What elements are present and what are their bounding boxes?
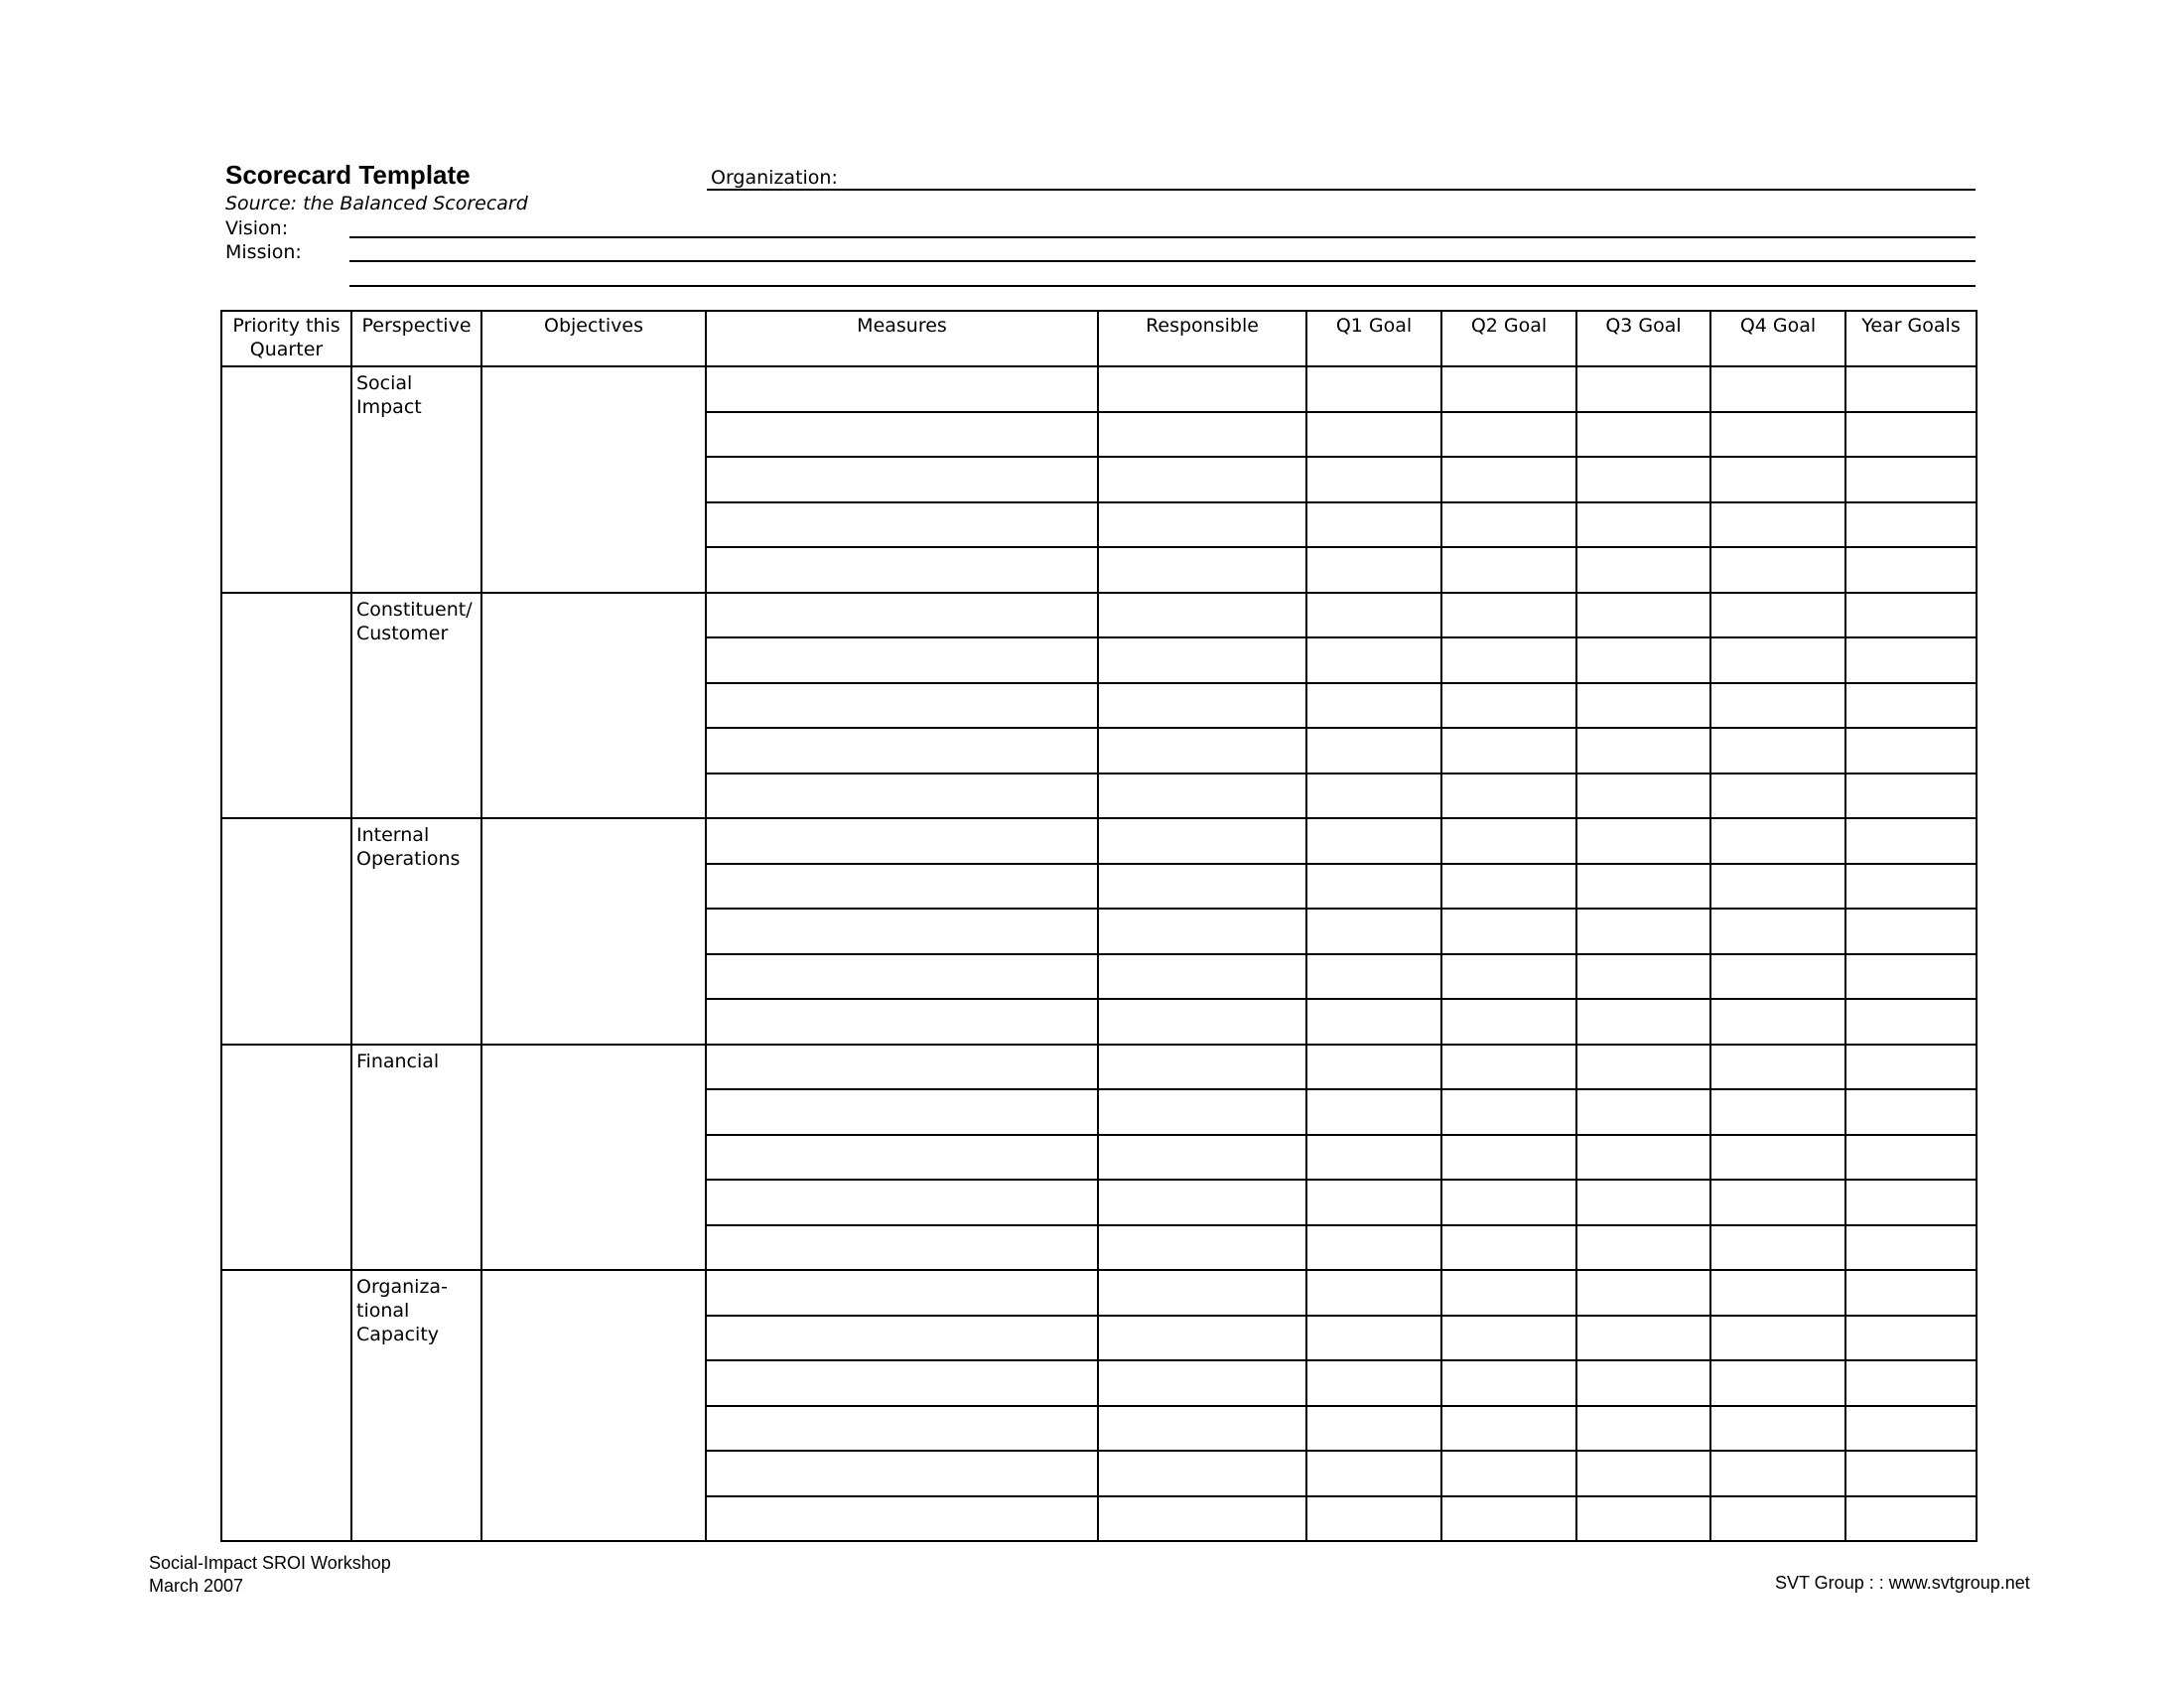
q4-goal-cell[interactable] — [1710, 1406, 1845, 1452]
responsible-cell[interactable] — [1098, 502, 1306, 548]
q2-goal-cell[interactable] — [1441, 637, 1576, 683]
q2-goal-cell[interactable] — [1441, 1451, 1576, 1496]
q3-goal-cell[interactable] — [1576, 864, 1710, 910]
q3-goal-cell[interactable] — [1576, 457, 1710, 502]
mission-line[interactable] — [349, 260, 1976, 262]
header-row — [221, 311, 1977, 366]
organization-label: Organization: — [711, 167, 838, 189]
year-goals-cell[interactable] — [1845, 818, 1977, 864]
q4-goal-cell[interactable] — [1710, 864, 1845, 910]
responsible-cell[interactable] — [1098, 1406, 1306, 1452]
responsible-cell[interactable] — [1098, 366, 1306, 412]
q4-goal-cell[interactable] — [1710, 593, 1845, 638]
q3-goal-cell[interactable] — [1576, 1360, 1710, 1406]
measures-cell[interactable] — [706, 412, 1098, 458]
q3-goal-cell[interactable] — [1576, 1270, 1710, 1316]
priority-cell[interactable] — [221, 366, 351, 593]
year-goals-cell[interactable] — [1845, 774, 1977, 819]
perspective-cell — [351, 593, 481, 819]
q4-goal-cell[interactable] — [1710, 1180, 1845, 1225]
responsible-cell[interactable] — [1098, 1180, 1306, 1225]
year-goals-cell[interactable] — [1845, 999, 1977, 1045]
q1-goal-cell[interactable] — [1306, 1089, 1441, 1135]
measures-cell[interactable] — [706, 1360, 1098, 1406]
year-goals-cell[interactable] — [1845, 593, 1977, 638]
q1-goal-cell[interactable] — [1306, 999, 1441, 1045]
table-row — [221, 366, 1977, 412]
q3-goal-cell[interactable] — [1576, 1316, 1710, 1361]
table-row — [221, 818, 1977, 864]
year-goals-cell[interactable] — [1845, 502, 1977, 548]
mission-label: Mission: — [225, 241, 302, 263]
perspective-label: Constituent/ Customer — [356, 598, 473, 644]
year-goals-cell[interactable] — [1845, 728, 1977, 774]
q1-goal-cell[interactable] — [1306, 954, 1441, 1000]
measures-cell[interactable] — [706, 1089, 1098, 1135]
mission-line-2[interactable] — [349, 285, 1976, 287]
vision-line[interactable] — [349, 236, 1976, 238]
year-goals-cell[interactable] — [1845, 1089, 1977, 1135]
year-goals-cell[interactable] — [1845, 954, 1977, 1000]
table-row — [221, 1270, 1977, 1316]
year-goals-cell[interactable] — [1845, 366, 1977, 412]
q3-goal-cell[interactable] — [1576, 774, 1710, 819]
q2-goal-cell[interactable] — [1441, 1180, 1576, 1225]
q1-goal-cell[interactable] — [1306, 728, 1441, 774]
perspective-label: Social Impact — [356, 372, 422, 418]
q3-goal-cell[interactable] — [1576, 999, 1710, 1045]
responsible-cell[interactable] — [1098, 637, 1306, 683]
responsible-cell[interactable] — [1098, 1496, 1306, 1542]
col-header-q2-goal: Q2 Goal — [1441, 311, 1576, 366]
q1-goal-cell[interactable] — [1306, 1270, 1441, 1316]
source-note: Source: the Balanced Scorecard — [225, 193, 528, 214]
year-goals-cell[interactable] — [1845, 1406, 1977, 1452]
measures-cell[interactable] — [706, 909, 1098, 954]
footer-date: March 2007 — [149, 1576, 244, 1596]
q4-goal-cell[interactable] — [1710, 637, 1845, 683]
q3-goal-cell[interactable] — [1576, 1496, 1710, 1542]
q3-goal-cell[interactable] — [1576, 683, 1710, 729]
q3-goal-cell[interactable] — [1576, 1451, 1710, 1496]
objectives-cell[interactable] — [481, 1045, 706, 1271]
q1-goal-cell[interactable] — [1306, 1451, 1441, 1496]
measures-cell[interactable] — [706, 683, 1098, 729]
organization-line[interactable] — [707, 189, 1976, 191]
measures-cell[interactable] — [706, 818, 1098, 864]
q1-goal-cell[interactable] — [1306, 412, 1441, 458]
footer-right: SVT Group : : www.svtgroup.net — [1775, 1573, 2030, 1593]
page-title: Scorecard Template — [225, 160, 471, 190]
q4-goal-cell[interactable] — [1710, 366, 1845, 412]
responsible-cell[interactable] — [1098, 1451, 1306, 1496]
q2-goal-cell[interactable] — [1441, 1270, 1576, 1316]
q4-goal-cell[interactable] — [1710, 909, 1845, 954]
q2-goal-cell[interactable] — [1441, 593, 1576, 638]
responsible-cell[interactable] — [1098, 1225, 1306, 1271]
q1-goal-cell[interactable] — [1306, 457, 1441, 502]
q3-goal-cell[interactable] — [1576, 1089, 1710, 1135]
year-goals-cell[interactable] — [1845, 1496, 1977, 1542]
measures-cell[interactable] — [706, 366, 1098, 412]
q4-goal-cell[interactable] — [1710, 1135, 1845, 1181]
q2-goal-cell[interactable] — [1441, 909, 1576, 954]
q3-goal-cell[interactable] — [1576, 1135, 1710, 1181]
measures-cell[interactable] — [706, 728, 1098, 774]
q2-goal-cell[interactable] — [1441, 457, 1576, 502]
table-row — [221, 1045, 1977, 1090]
q3-goal-cell[interactable] — [1576, 954, 1710, 1000]
q3-goal-cell[interactable] — [1576, 412, 1710, 458]
col-header-perspective: Perspective — [351, 311, 481, 366]
q1-goal-cell[interactable] — [1306, 593, 1441, 638]
q1-goal-cell[interactable] — [1306, 864, 1441, 910]
measures-cell[interactable] — [706, 1225, 1098, 1271]
q4-goal-cell[interactable] — [1710, 1225, 1845, 1271]
year-goals-cell[interactable] — [1845, 1180, 1977, 1225]
q2-goal-cell[interactable] — [1441, 1089, 1576, 1135]
measures-cell[interactable] — [706, 1451, 1098, 1496]
q4-goal-cell[interactable] — [1710, 547, 1845, 593]
measures-cell[interactable] — [706, 593, 1098, 638]
year-goals-cell[interactable] — [1845, 547, 1977, 593]
col-header-objectives: Objectives — [481, 311, 706, 366]
q4-goal-cell[interactable] — [1710, 728, 1845, 774]
measures-cell[interactable] — [706, 1135, 1098, 1181]
objectives-cell[interactable] — [481, 593, 706, 819]
year-goals-cell[interactable] — [1845, 683, 1977, 729]
col-header-q1-goal: Q1 Goal — [1306, 311, 1441, 366]
responsible-cell[interactable] — [1098, 547, 1306, 593]
responsible-cell[interactable] — [1098, 1135, 1306, 1181]
year-goals-cell[interactable] — [1845, 1270, 1977, 1316]
q2-goal-cell[interactable] — [1441, 683, 1576, 729]
perspective-cell — [351, 1270, 481, 1541]
year-goals-cell[interactable] — [1845, 1451, 1977, 1496]
measures-cell[interactable] — [706, 547, 1098, 593]
q1-goal-cell[interactable] — [1306, 683, 1441, 729]
measures-cell[interactable] — [706, 1270, 1098, 1316]
q3-goal-cell[interactable] — [1576, 1180, 1710, 1225]
q3-goal-cell[interactable] — [1576, 728, 1710, 774]
measures-cell[interactable] — [706, 637, 1098, 683]
year-goals-cell[interactable] — [1845, 1225, 1977, 1271]
perspective-cell — [351, 1045, 481, 1271]
q3-goal-cell[interactable] — [1576, 818, 1710, 864]
measures-cell[interactable] — [706, 502, 1098, 548]
responsible-cell[interactable] — [1098, 593, 1306, 638]
q1-goal-cell[interactable] — [1306, 1045, 1441, 1090]
table-row — [221, 593, 1977, 638]
year-goals-cell[interactable] — [1845, 1045, 1977, 1090]
q1-goal-cell[interactable] — [1306, 774, 1441, 819]
responsible-cell[interactable] — [1098, 412, 1306, 458]
q2-goal-cell[interactable] — [1441, 1496, 1576, 1542]
q1-goal-cell[interactable] — [1306, 1225, 1441, 1271]
col-header-measures: Measures — [706, 311, 1098, 366]
measures-cell[interactable] — [706, 1180, 1098, 1225]
q1-goal-cell[interactable] — [1306, 366, 1441, 412]
q1-goal-cell[interactable] — [1306, 1180, 1441, 1225]
q4-goal-cell[interactable] — [1710, 774, 1845, 819]
responsible-cell[interactable] — [1098, 1316, 1306, 1361]
q1-goal-cell[interactable] — [1306, 637, 1441, 683]
measures-cell[interactable] — [706, 1045, 1098, 1090]
year-goals-cell[interactable] — [1845, 1135, 1977, 1181]
perspective-cell — [351, 818, 481, 1045]
measures-cell[interactable] — [706, 457, 1098, 502]
responsible-cell[interactable] — [1098, 774, 1306, 819]
responsible-cell[interactable] — [1098, 728, 1306, 774]
q4-goal-cell[interactable] — [1710, 1270, 1845, 1316]
q4-goal-cell[interactable] — [1710, 683, 1845, 729]
objectives-cell[interactable] — [481, 366, 706, 593]
q3-goal-cell[interactable] — [1576, 909, 1710, 954]
measures-cell[interactable] — [706, 1496, 1098, 1542]
perspective-label: Organiza- tional Capacity — [356, 1276, 448, 1345]
q1-goal-cell[interactable] — [1306, 547, 1441, 593]
q3-goal-cell[interactable] — [1576, 547, 1710, 593]
measures-cell[interactable] — [706, 954, 1098, 1000]
responsible-cell[interactable] — [1098, 1360, 1306, 1406]
q4-goal-cell[interactable] — [1710, 999, 1845, 1045]
col-header-year-goals: Year Goals — [1845, 311, 1977, 366]
perspective-label: Financial — [356, 1050, 440, 1072]
q2-goal-cell[interactable] — [1441, 1135, 1576, 1181]
measures-cell[interactable] — [706, 999, 1098, 1045]
year-goals-cell[interactable] — [1845, 457, 1977, 502]
q2-goal-cell[interactable] — [1441, 774, 1576, 819]
q3-goal-cell[interactable] — [1576, 1225, 1710, 1271]
measures-cell[interactable] — [706, 864, 1098, 910]
responsible-cell[interactable] — [1098, 1270, 1306, 1316]
responsible-cell[interactable] — [1098, 818, 1306, 864]
objectives-cell[interactable] — [481, 818, 706, 1045]
q2-goal-cell[interactable] — [1441, 818, 1576, 864]
q2-goal-cell[interactable] — [1441, 412, 1576, 458]
q2-goal-cell[interactable] — [1441, 366, 1576, 412]
col-header-responsible: Responsible — [1098, 311, 1306, 366]
col-header-priority: Priority this Quarter — [221, 311, 351, 366]
perspective-cell — [351, 366, 481, 593]
q2-goal-cell[interactable] — [1441, 1225, 1576, 1271]
q4-goal-cell[interactable] — [1710, 1360, 1845, 1406]
objectives-cell[interactable] — [481, 1270, 706, 1541]
responsible-cell[interactable] — [1098, 999, 1306, 1045]
footer-workshop: Social-Impact SROI Workshop — [149, 1553, 391, 1573]
q1-goal-cell[interactable] — [1306, 1406, 1441, 1452]
col-header-q4-goal: Q4 Goal — [1710, 311, 1845, 366]
q3-goal-cell[interactable] — [1576, 502, 1710, 548]
responsible-cell[interactable] — [1098, 683, 1306, 729]
responsible-cell[interactable] — [1098, 457, 1306, 502]
q3-goal-cell[interactable] — [1576, 637, 1710, 683]
q1-goal-cell[interactable] — [1306, 1496, 1441, 1542]
q1-goal-cell[interactable] — [1306, 909, 1441, 954]
measures-cell[interactable] — [706, 774, 1098, 819]
q2-goal-cell[interactable] — [1441, 728, 1576, 774]
year-goals-cell[interactable] — [1845, 864, 1977, 910]
measures-cell[interactable] — [706, 1316, 1098, 1361]
q4-goal-cell[interactable] — [1710, 457, 1845, 502]
q2-goal-cell[interactable] — [1441, 954, 1576, 1000]
q1-goal-cell[interactable] — [1306, 1135, 1441, 1181]
year-goals-cell[interactable] — [1845, 412, 1977, 458]
priority-cell[interactable] — [221, 593, 351, 819]
year-goals-cell[interactable] — [1845, 1316, 1977, 1361]
year-goals-cell[interactable] — [1845, 909, 1977, 954]
q3-goal-cell[interactable] — [1576, 366, 1710, 412]
measures-cell[interactable] — [706, 1406, 1098, 1452]
q3-goal-cell[interactable] — [1576, 1406, 1710, 1452]
priority-cell[interactable] — [221, 818, 351, 1045]
q4-goal-cell[interactable] — [1710, 954, 1845, 1000]
q3-goal-cell[interactable] — [1576, 1045, 1710, 1090]
vision-label: Vision: — [225, 217, 289, 239]
q2-goal-cell[interactable] — [1441, 1045, 1576, 1090]
year-goals-cell[interactable] — [1845, 637, 1977, 683]
q2-goal-cell[interactable] — [1441, 547, 1576, 593]
q2-goal-cell[interactable] — [1441, 1360, 1576, 1406]
q1-goal-cell[interactable] — [1306, 1360, 1441, 1406]
responsible-cell[interactable] — [1098, 864, 1306, 910]
responsible-cell[interactable] — [1098, 1045, 1306, 1090]
q1-goal-cell[interactable] — [1306, 1316, 1441, 1361]
q4-goal-cell[interactable] — [1710, 1496, 1845, 1542]
q2-goal-cell[interactable] — [1441, 864, 1576, 910]
q4-goal-cell[interactable] — [1710, 1089, 1845, 1135]
footer-left — [149, 1552, 391, 1598]
q2-goal-cell[interactable] — [1441, 999, 1576, 1045]
q4-goal-cell[interactable] — [1710, 1045, 1845, 1090]
q4-goal-cell[interactable] — [1710, 412, 1845, 458]
priority-cell[interactable] — [221, 1270, 351, 1541]
q1-goal-cell[interactable] — [1306, 818, 1441, 864]
q2-goal-cell[interactable] — [1441, 502, 1576, 548]
q2-goal-cell[interactable] — [1441, 1406, 1576, 1452]
q4-goal-cell[interactable] — [1710, 502, 1845, 548]
q2-goal-cell[interactable] — [1441, 1316, 1576, 1361]
q4-goal-cell[interactable] — [1710, 1451, 1845, 1496]
q1-goal-cell[interactable] — [1306, 502, 1441, 548]
q4-goal-cell[interactable] — [1710, 1316, 1845, 1361]
q3-goal-cell[interactable] — [1576, 593, 1710, 638]
scorecard-table — [220, 310, 1978, 1542]
col-header-q3-goal: Q3 Goal — [1576, 311, 1710, 366]
perspective-label: Internal Operations — [356, 824, 461, 870]
responsible-cell[interactable] — [1098, 954, 1306, 1000]
responsible-cell[interactable] — [1098, 1089, 1306, 1135]
year-goals-cell[interactable] — [1845, 1360, 1977, 1406]
responsible-cell[interactable] — [1098, 909, 1306, 954]
priority-cell[interactable] — [221, 1045, 351, 1271]
q4-goal-cell[interactable] — [1710, 818, 1845, 864]
